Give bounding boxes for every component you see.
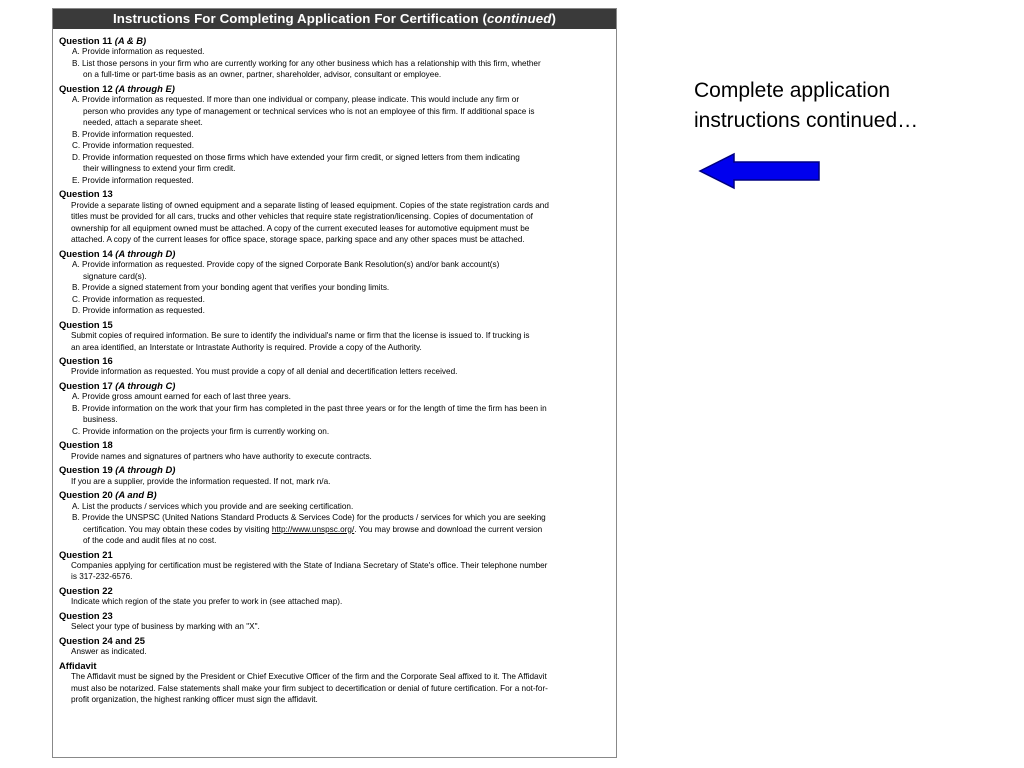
line-text: Provide information as requested. You must provide a copy of all denial and decertification letters received. — [71, 367, 458, 377]
line-text: A. Provide gross amount earned for each of last three years. — [72, 392, 291, 402]
line-text: Submit copies of required information. Be sure to identify the individual's name or firm that the license is issued to. If trucking is — [71, 331, 530, 341]
line-text: Select your type of business by marking with an "X". — [71, 622, 260, 632]
section-title — [59, 610, 610, 621]
section-10 — [59, 489, 610, 546]
section-title — [59, 248, 610, 259]
line-text: Provide names and signatures of partners who have authority to execute contracts. — [71, 451, 372, 461]
paragraph-line — [59, 330, 610, 342]
list-item — [59, 175, 610, 187]
line-text: titles must be provided for all cars, trucks and other vehicles that require state registration/licensing. Copies of documentation of — [71, 212, 533, 222]
line-text: B. List those persons in your firm who are currently working for any other business which has a relationship with this firm, whether — [72, 58, 541, 68]
section-title — [59, 35, 610, 46]
list-item — [59, 305, 610, 317]
line-text: C. Provide information on the projects your firm is currently working on. — [72, 426, 330, 436]
section-title-text: Affidavit — [59, 659, 97, 671]
line-continuation: their willingness to extend your firm credit. — [83, 164, 236, 174]
header-suffix: ) — [551, 11, 556, 26]
paragraph-line — [59, 476, 610, 488]
section-6 — [59, 355, 610, 378]
list-item — [59, 129, 610, 141]
line-text: B. Provide the UNSPSC (United Nations Standard Products & Services Code) for the products / services for which you are seeking — [72, 513, 546, 523]
section-qualifier: (A & B) — [114, 35, 147, 46]
section-title — [59, 489, 610, 500]
line-text: The Affidavit must be signed by the President or Chief Executive Officer of the firm and the Corporate Seal affixed to it. The Affidavit — [71, 672, 547, 682]
section-13 — [59, 610, 610, 633]
paragraph-line — [59, 694, 610, 706]
line-text: attached. A copy of the current leases for office space, storage space, parking space and any other spaces must be attached. — [71, 235, 525, 245]
section-2 — [59, 83, 610, 186]
section-1 — [59, 35, 610, 81]
section-title — [59, 319, 610, 330]
line-text: A. Provide information as requested. Provide copy of the signed Corporate Bank Resolution(s) and/or bank account(s) — [72, 260, 500, 270]
list-item — [59, 391, 610, 403]
list-item — [59, 140, 610, 152]
paragraph-line — [59, 646, 610, 658]
section-title — [59, 188, 610, 199]
section-title — [59, 660, 610, 671]
section-5 — [59, 319, 610, 353]
line-text: is 317-232-6576. — [71, 572, 133, 582]
section-15 — [59, 660, 610, 706]
section-14 — [59, 635, 610, 658]
section-title-text: Question 17 — [59, 379, 113, 391]
line-text: C. Provide information as requested. — [72, 294, 205, 304]
section-qualifier: (A and B) — [115, 489, 157, 501]
section-title-text: Question 18 — [59, 439, 113, 451]
section-title-text: Question 16 — [59, 355, 113, 367]
document-header — [53, 9, 616, 29]
section-title-text: Question 20 — [59, 489, 113, 501]
list-item — [59, 282, 610, 294]
paragraph-line — [59, 596, 610, 608]
caption-line-2: instructions continued… — [694, 109, 919, 132]
line-text: D. Provide information requested on those firms which have extended your firm credit, or signed letters from them indicating — [72, 152, 520, 162]
list-item — [59, 426, 610, 438]
section-title-text: Question 19 — [59, 464, 113, 476]
line-text: B. Provide information requested. — [72, 129, 194, 139]
line-continuation: on a full-time or part-time basis as an owner, partner, shareholder, advisor, consultant or employee. — [83, 70, 442, 80]
list-item — [59, 403, 610, 426]
line-text: Provide a separate listing of owned equipment and a separate listing of leased equipment. Copies of the state registration cards and — [71, 200, 549, 210]
line-text: Companies applying for certification must be registered with the State of Indiana Secretary of State's office. Their telephone number — [71, 560, 548, 570]
list-item — [59, 294, 610, 306]
caption-line-1: Complete application — [694, 79, 891, 102]
header-italic: continued — [487, 11, 552, 26]
section-12 — [59, 585, 610, 608]
section-7 — [59, 380, 610, 437]
section-title — [59, 355, 610, 366]
line-text: profit organization, the highest ranking officer must sign the affidavit. — [71, 695, 318, 705]
paragraph-line — [59, 223, 610, 235]
line-text: D. Provide information as requested. — [72, 306, 205, 316]
paragraph-line — [59, 560, 610, 572]
list-item — [59, 512, 610, 547]
line-continuation: certification. You may obtain these codes by visiting http://www.unspsc.org/. You may browse and download the current version — [83, 524, 543, 534]
paragraph-line — [59, 671, 610, 683]
section-title-text: Question 11 — [59, 35, 113, 46]
line-text: A. Provide information as requested. If more than one individual or company, please indicate. This would include any firm or — [72, 95, 520, 105]
paragraph-line — [59, 683, 610, 695]
list-item — [59, 46, 610, 58]
section-title — [59, 380, 610, 391]
section-title-text: Question 14 — [59, 247, 113, 259]
line-text: must also be notarized. False statements shall make your firm subject to decertification or denial of future certification. For a not-for- — [71, 683, 548, 693]
line-text: ownership for all equipment owned must be attached. A copy of the current executed leases for automotive equipment must be — [71, 223, 530, 233]
paragraph-line — [59, 621, 610, 633]
section-qualifier: (A through C) — [115, 379, 176, 391]
line-text: Answer as indicated. — [71, 647, 147, 657]
paragraph-line — [59, 451, 610, 463]
line-text: C. Provide information requested. — [72, 141, 194, 151]
list-item — [59, 94, 610, 129]
list-item — [59, 152, 610, 175]
paragraph-line — [59, 571, 610, 583]
paragraph-line — [59, 366, 610, 378]
section-title — [59, 585, 610, 596]
left-arrow-icon — [698, 152, 822, 190]
document-body — [53, 29, 616, 706]
paragraph-line — [59, 342, 610, 354]
section-qualifier: (A through E) — [115, 82, 175, 94]
paragraph-line — [59, 234, 610, 246]
section-title — [59, 635, 610, 646]
line-continuation: signature card(s). — [83, 271, 147, 281]
line-text: E. Provide information requested. — [72, 175, 194, 185]
paragraph-line — [59, 211, 610, 223]
section-title-text: Question 13 — [59, 188, 113, 200]
instructions-document — [52, 8, 617, 758]
section-title-text: Question 22 — [59, 584, 113, 596]
line-continuation: business. — [83, 415, 118, 425]
section-title-text: Question 15 — [59, 318, 113, 330]
section-qualifier: (A through D) — [115, 464, 176, 476]
section-3 — [59, 188, 610, 245]
header-prefix: Instructions For Completing Application For Certification ( — [113, 11, 488, 26]
section-8 — [59, 439, 610, 462]
line-continuation: of the code and audit files at no cost. — [83, 536, 217, 546]
section-title-text: Question 12 — [59, 82, 113, 94]
paragraph-line — [59, 200, 610, 212]
section-title-text: Question 23 — [59, 609, 113, 621]
line-text: B. Provide a signed statement from your bonding agent that verifies your bonding limits. — [72, 283, 390, 293]
line-text: an area identified, an Interstate or Intrastate Authority is required. Provide a copy of the Authority. — [71, 342, 422, 352]
section-qualifier: (A through D) — [115, 247, 176, 259]
line-text: Indicate which region of the state you prefer to work in (see attached map). — [71, 597, 343, 607]
section-title — [59, 83, 610, 94]
section-title — [59, 439, 610, 450]
list-item — [59, 58, 610, 81]
section-title — [59, 549, 610, 560]
line-text: B. Provide information on the work that your firm has completed in the past three years or for the length of time the firm has been in — [72, 403, 547, 413]
line-text: A. List the products / services which you provide and are seeking certification. — [72, 501, 354, 511]
section-title-text: Question 24 and 25 — [59, 634, 145, 646]
list-item — [59, 501, 610, 513]
list-item — [59, 259, 610, 282]
section-4 — [59, 248, 610, 317]
line-text: A. Provide information as requested. — [72, 47, 205, 57]
section-9 — [59, 464, 610, 487]
slide-caption — [694, 76, 1014, 136]
line-continuation: person who provides any type of management or technical services who is not an employee of this firm. If additional space is — [83, 106, 535, 116]
line-continuation: needed, attach a separate sheet. — [83, 118, 203, 128]
unspsc-link[interactable]: http://www.unspsc.org/ — [271, 524, 355, 534]
line-text: If you are a supplier, provide the information requested. If not, mark n/a. — [71, 476, 331, 486]
section-title — [59, 464, 610, 475]
section-11 — [59, 549, 610, 583]
section-title-text: Question 21 — [59, 548, 113, 560]
